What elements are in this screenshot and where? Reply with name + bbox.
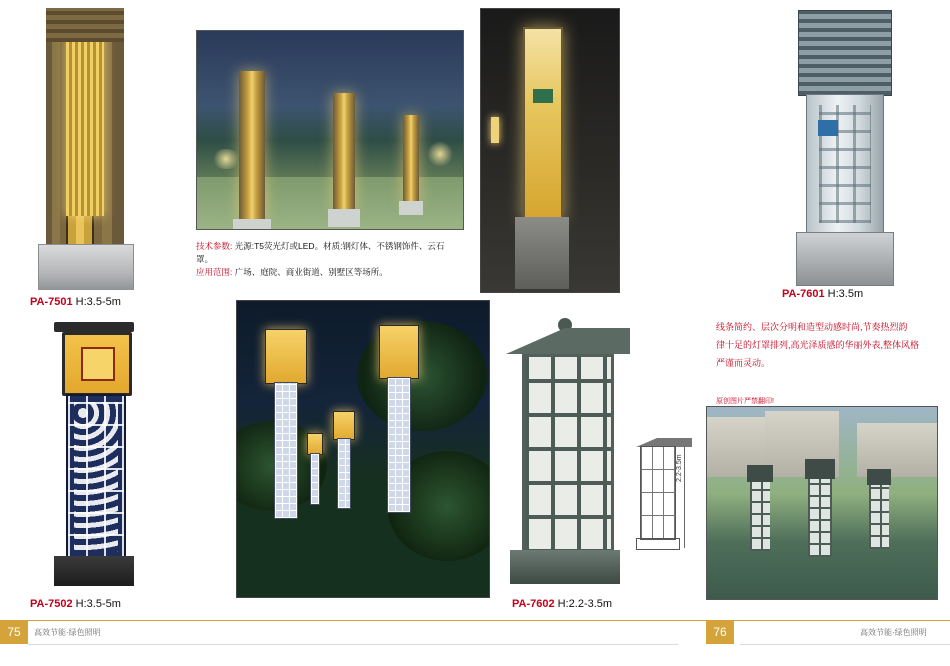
lamp-roof <box>506 328 630 354</box>
lamp-head <box>333 411 355 440</box>
spec-pa7601: H:3.5m <box>827 288 864 300</box>
caption-pa7601 <box>782 288 863 300</box>
code-pa7501: PA-7501 <box>30 296 73 308</box>
tech-spec-label: 技术参数: <box>196 241 233 251</box>
distant-light-glow <box>211 149 241 169</box>
product-image-pa7502 <box>40 320 150 595</box>
lamp-cap <box>54 322 134 332</box>
lamp-body <box>522 354 614 556</box>
lamp-base <box>510 550 620 584</box>
spec-pa7602: H:2.2-3.5m <box>557 598 613 610</box>
lamp-body <box>750 482 771 551</box>
code-pa7602: PA-7602 <box>512 598 555 610</box>
photo-night-street-1 <box>196 30 464 230</box>
footer-text-left: 高效节能·绿色照明 <box>34 628 101 637</box>
street-lamp <box>333 411 353 507</box>
description-line-3: 严谨而灵动。 <box>716 358 771 368</box>
secondary-light <box>491 117 499 143</box>
pillar-base <box>233 219 271 230</box>
product-image-pa7501 <box>38 8 136 290</box>
tech-spec-line <box>196 240 446 266</box>
lamp-head <box>265 329 307 384</box>
drawing-base <box>636 538 680 550</box>
lamp-body <box>869 485 888 549</box>
lamp-shaft <box>66 394 126 560</box>
code-pa7601: PA-7601 <box>782 288 825 300</box>
pillar-base <box>399 201 423 215</box>
lamp-head <box>307 433 323 455</box>
street-lamp <box>379 325 417 511</box>
lamp-head <box>62 332 132 396</box>
illuminated-lamp-column <box>523 27 563 221</box>
page-number-right: 76 <box>706 620 734 644</box>
product-description-block <box>716 320 940 374</box>
caption-pa7501 <box>30 296 121 308</box>
dimension-line <box>684 446 685 548</box>
distant-light-glow <box>427 141 453 167</box>
lamp-pillar <box>239 71 265 221</box>
lamp-body <box>310 453 320 505</box>
tech-spec-value: 光源:T5荧光灯或LED。材质:钢灯体、不锈钢饰件、云石罩。 <box>196 241 445 264</box>
code-pa7502: PA-7502 <box>30 598 73 610</box>
page-number-left: 75 <box>0 620 28 644</box>
lamp-body <box>806 94 884 234</box>
photo-daylight-courtyard <box>706 406 938 600</box>
usage-label: 应用范围: <box>196 267 233 277</box>
lamp-head <box>747 465 773 482</box>
usage-line <box>196 266 446 279</box>
street-lamp <box>265 329 305 517</box>
product-image-pa7602 <box>500 312 630 594</box>
footer-divider-left <box>28 644 678 645</box>
lamp-louver-top <box>798 10 892 96</box>
lamp-head <box>805 459 835 479</box>
stone-base <box>515 217 569 289</box>
lamp-body <box>337 438 350 509</box>
photo-copyright-label: 原创图片严禁翻印! <box>716 398 774 405</box>
tree-foliage <box>357 321 487 431</box>
lamp-base <box>796 232 894 286</box>
blue-accent-panel <box>818 120 838 136</box>
footer-divider-right <box>740 644 950 645</box>
spec-pa7501: H:3.5-5m <box>75 296 121 308</box>
lamp-base <box>54 556 134 586</box>
caption-pa7602 <box>512 598 612 610</box>
usage-value: 广场、庭院、商业街道、别墅区等场所。 <box>234 267 388 277</box>
photo-night-street-2 <box>236 300 490 598</box>
lamp-body <box>387 377 410 513</box>
product-image-pa7601 <box>790 8 900 290</box>
courtyard-lamp <box>747 465 773 551</box>
footer-text-right: 高效节能·绿色照明 <box>860 628 927 637</box>
caption-pa7502 <box>30 598 121 610</box>
lamp-head <box>867 469 891 485</box>
lamp-base <box>38 244 134 290</box>
lamp-head <box>379 325 419 379</box>
lamp-pillar <box>333 93 355 211</box>
street-lamp <box>307 433 321 503</box>
lamp-pillar <box>403 115 419 203</box>
courtyard-lamp <box>867 469 891 549</box>
lamp-body <box>274 382 298 519</box>
lamp-shaft <box>46 8 124 246</box>
dimension-label: 2.2-3.5m <box>676 454 683 482</box>
courtyard-lamp <box>805 459 835 557</box>
technical-line-drawing <box>632 430 692 560</box>
drawing-body <box>640 446 676 540</box>
description-line-1: 线条简约、层次分明和造型动感时尚,节奏热烈韵 <box>716 322 908 332</box>
spec-pa7502: H:3.5-5m <box>75 598 121 610</box>
lamp-body <box>808 479 832 557</box>
pillar-base <box>328 209 360 227</box>
footer-rule <box>0 620 950 621</box>
description-line-2: 律十足的灯罩排列,高光泽质感的华丽外表,整体风格 <box>716 340 920 350</box>
technical-specification-block <box>196 240 446 279</box>
photo-dark-close-up <box>480 8 620 293</box>
